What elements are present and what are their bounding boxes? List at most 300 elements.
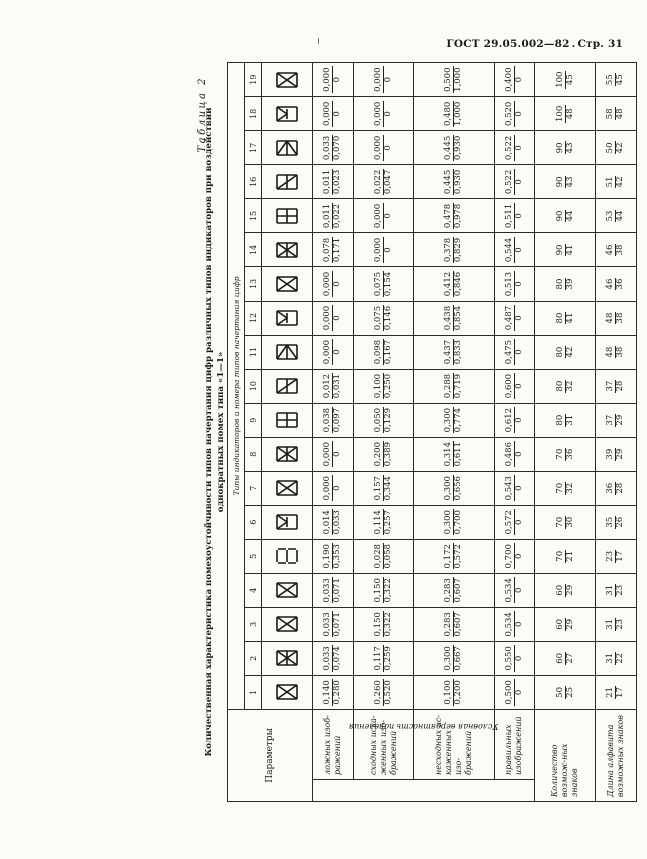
denominator: 41 — [564, 312, 575, 324]
fraction — [323, 101, 342, 127]
numerator: 80 — [554, 312, 565, 324]
numerator: 0,000 — [322, 67, 333, 92]
denominator: 41 — [564, 244, 575, 256]
numerator: 0,543 — [503, 476, 514, 501]
fraction — [606, 73, 625, 86]
numerator: 0,050 — [373, 407, 384, 433]
denominator: 0,022 — [332, 203, 343, 229]
denominator: 1,000 — [453, 67, 464, 92]
denominator: 0,058 — [383, 544, 394, 569]
numerator: 31 — [605, 652, 616, 664]
denominator: 43 — [564, 176, 575, 188]
denominator: 0 — [513, 247, 524, 253]
value-cell — [494, 471, 535, 505]
value-cell — [313, 301, 354, 335]
denominator: 32 — [564, 380, 575, 392]
fraction — [444, 441, 463, 467]
numerator: 0,100 — [373, 373, 384, 399]
denominator: 0 — [513, 111, 524, 117]
denominator: 0,146 — [383, 305, 394, 331]
fraction — [505, 339, 524, 365]
denominator: 38 — [615, 244, 626, 256]
denominator: 0 — [332, 349, 343, 355]
value-cell — [595, 573, 636, 607]
numerator: 0,078 — [322, 237, 333, 263]
fraction — [556, 618, 575, 631]
fraction — [323, 373, 342, 399]
denominator: 48 — [615, 108, 626, 120]
fraction — [374, 509, 393, 535]
fraction — [556, 448, 575, 461]
denominator: 0,829 — [453, 237, 464, 263]
table-row — [494, 63, 535, 802]
fraction — [374, 271, 393, 297]
fraction — [374, 407, 393, 433]
value-cell — [313, 165, 354, 199]
value-cell — [535, 301, 596, 335]
numerator: 0,300 — [443, 407, 454, 433]
value-cell — [353, 505, 414, 539]
value-cell — [494, 505, 535, 539]
numerator: 0,513 — [503, 271, 514, 297]
numerator: 31 — [605, 584, 616, 596]
value-cell — [414, 267, 494, 301]
glyph-cell — [262, 267, 313, 301]
types-header: Типы индикаторов и номера типов начертания цифр — [228, 63, 245, 710]
numerator: 0,000 — [373, 67, 384, 92]
numerator: 0,172 — [443, 544, 454, 569]
value-cell — [535, 131, 596, 165]
glyph-cell — [262, 505, 313, 539]
fraction — [505, 645, 524, 671]
numerator: 0,283 — [443, 612, 454, 637]
value-cell — [414, 437, 494, 471]
row-label: несходных ис-каженных изо-бражений — [414, 709, 494, 779]
denominator: 0,322 — [383, 578, 394, 603]
fraction — [444, 271, 463, 297]
glyph-cell — [262, 335, 313, 369]
column-number: 10 — [245, 369, 262, 403]
denominator: 27 — [564, 652, 575, 664]
denominator: 0 — [383, 213, 394, 219]
fraction — [444, 509, 463, 535]
denominator: 0,607 — [453, 612, 464, 637]
numerator: 0,412 — [443, 271, 454, 297]
column-number: 18 — [245, 97, 262, 131]
fraction — [505, 237, 524, 263]
denominator: 0 — [513, 76, 524, 83]
fraction — [556, 312, 575, 325]
fraction — [606, 210, 625, 223]
value-cell — [313, 131, 354, 165]
table-row — [313, 63, 354, 802]
value-cell — [535, 403, 596, 437]
fraction — [505, 577, 524, 603]
segment-display-icon — [275, 649, 299, 667]
numerator: 0,283 — [443, 578, 454, 603]
table-row — [535, 63, 596, 802]
fraction — [505, 305, 524, 331]
denominator: 29 — [615, 414, 626, 426]
denominator: 0,322 — [383, 612, 394, 637]
numerator: 0,437 — [443, 339, 454, 365]
denominator: 0 — [513, 485, 524, 491]
numerator: 0,000 — [322, 305, 333, 331]
fraction — [505, 509, 524, 535]
value-cell — [414, 539, 494, 573]
value-cell — [494, 641, 535, 675]
fraction — [444, 577, 463, 603]
fraction — [556, 686, 575, 699]
segment-display-icon — [275, 479, 299, 497]
value-cell — [535, 641, 596, 675]
denominator: 0,389 — [383, 442, 394, 467]
numerator: 23 — [605, 550, 616, 562]
value-cell — [535, 369, 596, 403]
value-cell — [414, 335, 494, 369]
fraction — [444, 543, 463, 569]
denominator: 0,280 — [332, 680, 343, 705]
denominator: 28 — [615, 482, 626, 494]
numerator: 0,011 — [322, 203, 333, 229]
numerator: 90 — [554, 176, 565, 188]
denominator: 0,023 — [332, 169, 343, 195]
denominator: 31 — [564, 414, 575, 426]
value-cell — [494, 573, 535, 607]
fraction — [606, 380, 625, 393]
numerator: 60 — [554, 652, 565, 664]
segment-display-icon — [275, 275, 299, 293]
value-cell — [414, 233, 494, 267]
value-cell — [353, 63, 414, 97]
denominator: 0 — [513, 349, 524, 355]
fraction — [505, 679, 524, 705]
numerator: 50 — [554, 686, 565, 698]
numerator: 0,000 — [322, 339, 333, 365]
numerator: 70 — [554, 516, 565, 528]
denominator: 0,854 — [453, 305, 464, 331]
numerator: 53 — [605, 210, 616, 222]
fraction — [444, 373, 463, 399]
value-cell — [595, 335, 636, 369]
value-cell — [595, 539, 636, 573]
value-cell — [535, 675, 596, 709]
row-label: правильных изображений — [494, 709, 535, 779]
column-number: 5 — [245, 539, 262, 573]
denominator: 22 — [615, 652, 626, 664]
numerator: 0,438 — [443, 305, 454, 331]
denominator: 28 — [615, 380, 626, 392]
numerator: 0,157 — [373, 476, 384, 501]
value-cell — [494, 437, 535, 471]
value-cell — [353, 97, 414, 131]
value-cell — [595, 63, 636, 97]
numerator: 48 — [605, 312, 616, 324]
value-cell — [494, 267, 535, 301]
segment-display-icon — [275, 173, 299, 191]
params-header: Параметры — [228, 709, 313, 801]
value-cell — [313, 233, 354, 267]
denominator: 0,047 — [383, 169, 394, 195]
numerator: 70 — [554, 448, 565, 460]
denominator: 42 — [564, 346, 575, 358]
fraction — [606, 652, 625, 665]
segment-display-icon — [275, 377, 299, 395]
value-cell — [414, 573, 494, 607]
numerator: 46 — [605, 244, 616, 256]
fraction — [556, 414, 575, 427]
denominator: 29 — [615, 448, 626, 460]
value-cell — [414, 675, 494, 709]
fraction — [374, 101, 393, 127]
numerator: 0,000 — [322, 271, 333, 297]
denominator: 0,129 — [383, 407, 394, 433]
fraction — [374, 611, 393, 637]
fraction — [374, 475, 393, 501]
denominator: 0,071 — [332, 612, 343, 637]
denominator: 0,097 — [332, 407, 343, 433]
denominator: 26 — [615, 516, 626, 528]
denominator: 44 — [615, 210, 626, 222]
column-number: 15 — [245, 199, 262, 233]
denominator: 45 — [615, 74, 626, 86]
numerator: 0,011 — [322, 169, 333, 195]
column-number: 8 — [245, 437, 262, 471]
numerator: 90 — [554, 244, 565, 256]
numerator: 100 — [554, 105, 565, 122]
glyph-cell — [262, 131, 313, 165]
numerator: 0,000 — [322, 476, 333, 501]
value-cell — [313, 573, 354, 607]
denominator: 0,833 — [453, 339, 464, 365]
fraction — [606, 618, 625, 631]
numerator: 0,550 — [503, 646, 514, 671]
segment-display-icon — [275, 615, 299, 633]
fraction — [556, 244, 575, 257]
denominator: 0 — [383, 76, 394, 83]
denominator: 0,656 — [453, 476, 464, 501]
value-cell — [535, 233, 596, 267]
fraction — [505, 67, 524, 93]
header-row-types — [228, 63, 245, 802]
glyph-cell — [262, 437, 313, 471]
value-cell — [313, 199, 354, 233]
value-cell — [414, 63, 494, 97]
glyph-cell — [262, 403, 313, 437]
denominator: 0 — [332, 485, 343, 491]
value-cell — [595, 607, 636, 641]
numerator: 0,487 — [503, 305, 514, 331]
value-cell — [313, 97, 354, 131]
fraction — [606, 414, 625, 427]
fraction — [606, 176, 625, 189]
denominator: 0 — [332, 315, 343, 321]
fraction — [374, 67, 393, 93]
numerator: 0,038 — [322, 407, 333, 433]
numerator: 0,500 — [503, 680, 514, 705]
value-cell — [353, 369, 414, 403]
fraction — [374, 305, 393, 331]
denominator: 44 — [564, 210, 575, 222]
denominator: 0 — [513, 315, 524, 321]
denominator: 0 — [513, 417, 524, 423]
denominator: 0 — [383, 247, 394, 253]
fraction — [606, 107, 625, 120]
numerator: 39 — [605, 448, 616, 460]
numerator: 58 — [605, 108, 616, 120]
fraction — [374, 645, 393, 671]
segment-display-icon — [275, 581, 299, 599]
value-cell — [353, 233, 414, 267]
column-number: 1 — [245, 675, 262, 709]
value-cell — [353, 403, 414, 437]
fraction — [323, 169, 342, 195]
data-table — [227, 62, 637, 802]
denominator: 0,167 — [383, 339, 394, 365]
value-cell — [353, 267, 414, 301]
numerator: 0,000 — [322, 101, 333, 127]
value-cell — [313, 641, 354, 675]
denominator: 0,930 — [453, 135, 464, 161]
denominator: 0 — [383, 111, 394, 117]
caption-line-1: Количественная характеристика помехоустойчивости типов начертания цифр различных типов индикаторов при воздействии — [204, 107, 214, 757]
denominator: 0,930 — [453, 169, 464, 195]
column-number: 2 — [245, 641, 262, 675]
denominator: 0 — [332, 76, 343, 83]
value-cell — [414, 165, 494, 199]
numerator: 100 — [554, 71, 565, 88]
value-cell — [494, 97, 535, 131]
numerator: 0,475 — [503, 339, 514, 365]
fraction — [606, 141, 625, 154]
numerator: 0,150 — [373, 578, 384, 603]
numerator: 0,190 — [322, 544, 333, 569]
glyph-cell — [262, 233, 313, 267]
fraction — [556, 278, 575, 291]
numerator: 0,100 — [443, 680, 454, 705]
value-cell — [353, 675, 414, 709]
value-cell — [595, 403, 636, 437]
fraction — [323, 509, 342, 535]
fraction — [323, 441, 342, 467]
value-cell — [535, 267, 596, 301]
numerator: 0,300 — [443, 476, 454, 501]
segment-display-icon — [275, 547, 299, 565]
value-cell — [313, 403, 354, 437]
fraction — [556, 584, 575, 597]
fraction — [505, 271, 524, 297]
denominator: 0 — [513, 553, 524, 559]
denominator: 0,700 — [453, 510, 464, 535]
glyph-cell — [262, 199, 313, 233]
denominator: 0 — [513, 689, 524, 696]
numerator: 0,700 — [503, 544, 514, 569]
numerator: 0,260 — [373, 680, 384, 705]
denominator: 0,607 — [453, 578, 464, 603]
fraction — [323, 271, 342, 297]
fraction — [444, 101, 463, 127]
denominator: 0,978 — [453, 203, 464, 229]
value-cell — [353, 165, 414, 199]
segment-display-icon — [275, 411, 299, 429]
denominator: 0,611 — [453, 442, 464, 467]
value-cell — [353, 437, 414, 471]
column-number: 6 — [245, 505, 262, 539]
fraction — [556, 516, 575, 529]
value-cell — [535, 97, 596, 131]
numerator: 0,500 — [443, 67, 454, 92]
fraction — [323, 679, 342, 705]
numerator: 0,033 — [322, 135, 333, 161]
value-cell — [595, 233, 636, 267]
group-label: Условная вероятность появления — [349, 721, 499, 731]
value-cell — [595, 505, 636, 539]
numerator: 0,445 — [443, 169, 454, 195]
fraction — [444, 169, 463, 195]
denominator: 0,154 — [383, 271, 394, 297]
value-cell — [414, 471, 494, 505]
value-cell — [494, 301, 535, 335]
value-cell — [353, 471, 414, 505]
segment-display-icon — [275, 207, 299, 225]
glyph-cell — [262, 97, 313, 131]
value-cell — [414, 607, 494, 641]
fraction — [374, 169, 393, 195]
numerator: 60 — [554, 618, 565, 630]
denominator: 1,000 — [453, 101, 464, 127]
denominator: 0 — [383, 145, 394, 151]
glyph-cell — [262, 641, 313, 675]
denominator: 32 — [564, 482, 575, 494]
denominator: 29 — [564, 618, 575, 630]
caption-line-2: однократных помех типа «1—1» — [216, 351, 226, 513]
value-cell — [414, 403, 494, 437]
denominator: 42 — [615, 176, 626, 188]
fraction — [323, 645, 342, 671]
denominator: 0 — [513, 621, 524, 628]
segment-display-icon — [275, 241, 299, 259]
denominator: 0 — [513, 179, 524, 185]
numerator: 0,000 — [373, 203, 384, 229]
column-number: 14 — [245, 233, 262, 267]
value-cell — [595, 675, 636, 709]
segment-display-icon — [275, 683, 299, 701]
fraction — [444, 203, 463, 229]
numerator: 0,600 — [503, 373, 514, 399]
value-cell — [494, 607, 535, 641]
table-row — [595, 63, 636, 802]
fraction — [505, 475, 524, 501]
numerator: 0,033 — [322, 578, 333, 603]
value-cell — [595, 641, 636, 675]
numerator: 0,288 — [443, 373, 454, 399]
denominator: 0 — [332, 111, 343, 117]
fraction — [556, 71, 575, 89]
fraction — [505, 101, 524, 127]
numerator: 0,075 — [373, 271, 384, 297]
value-cell — [313, 675, 354, 709]
denominator: 0,200 — [453, 680, 464, 705]
column-number: 16 — [245, 165, 262, 199]
denominator: 0,250 — [383, 373, 394, 399]
numerator: 70 — [554, 550, 565, 562]
denominator: 0,353 — [332, 544, 343, 569]
value-cell — [595, 97, 636, 131]
value-cell — [595, 267, 636, 301]
fraction — [606, 584, 625, 597]
numerator: 51 — [605, 176, 616, 188]
value-cell — [535, 63, 596, 97]
